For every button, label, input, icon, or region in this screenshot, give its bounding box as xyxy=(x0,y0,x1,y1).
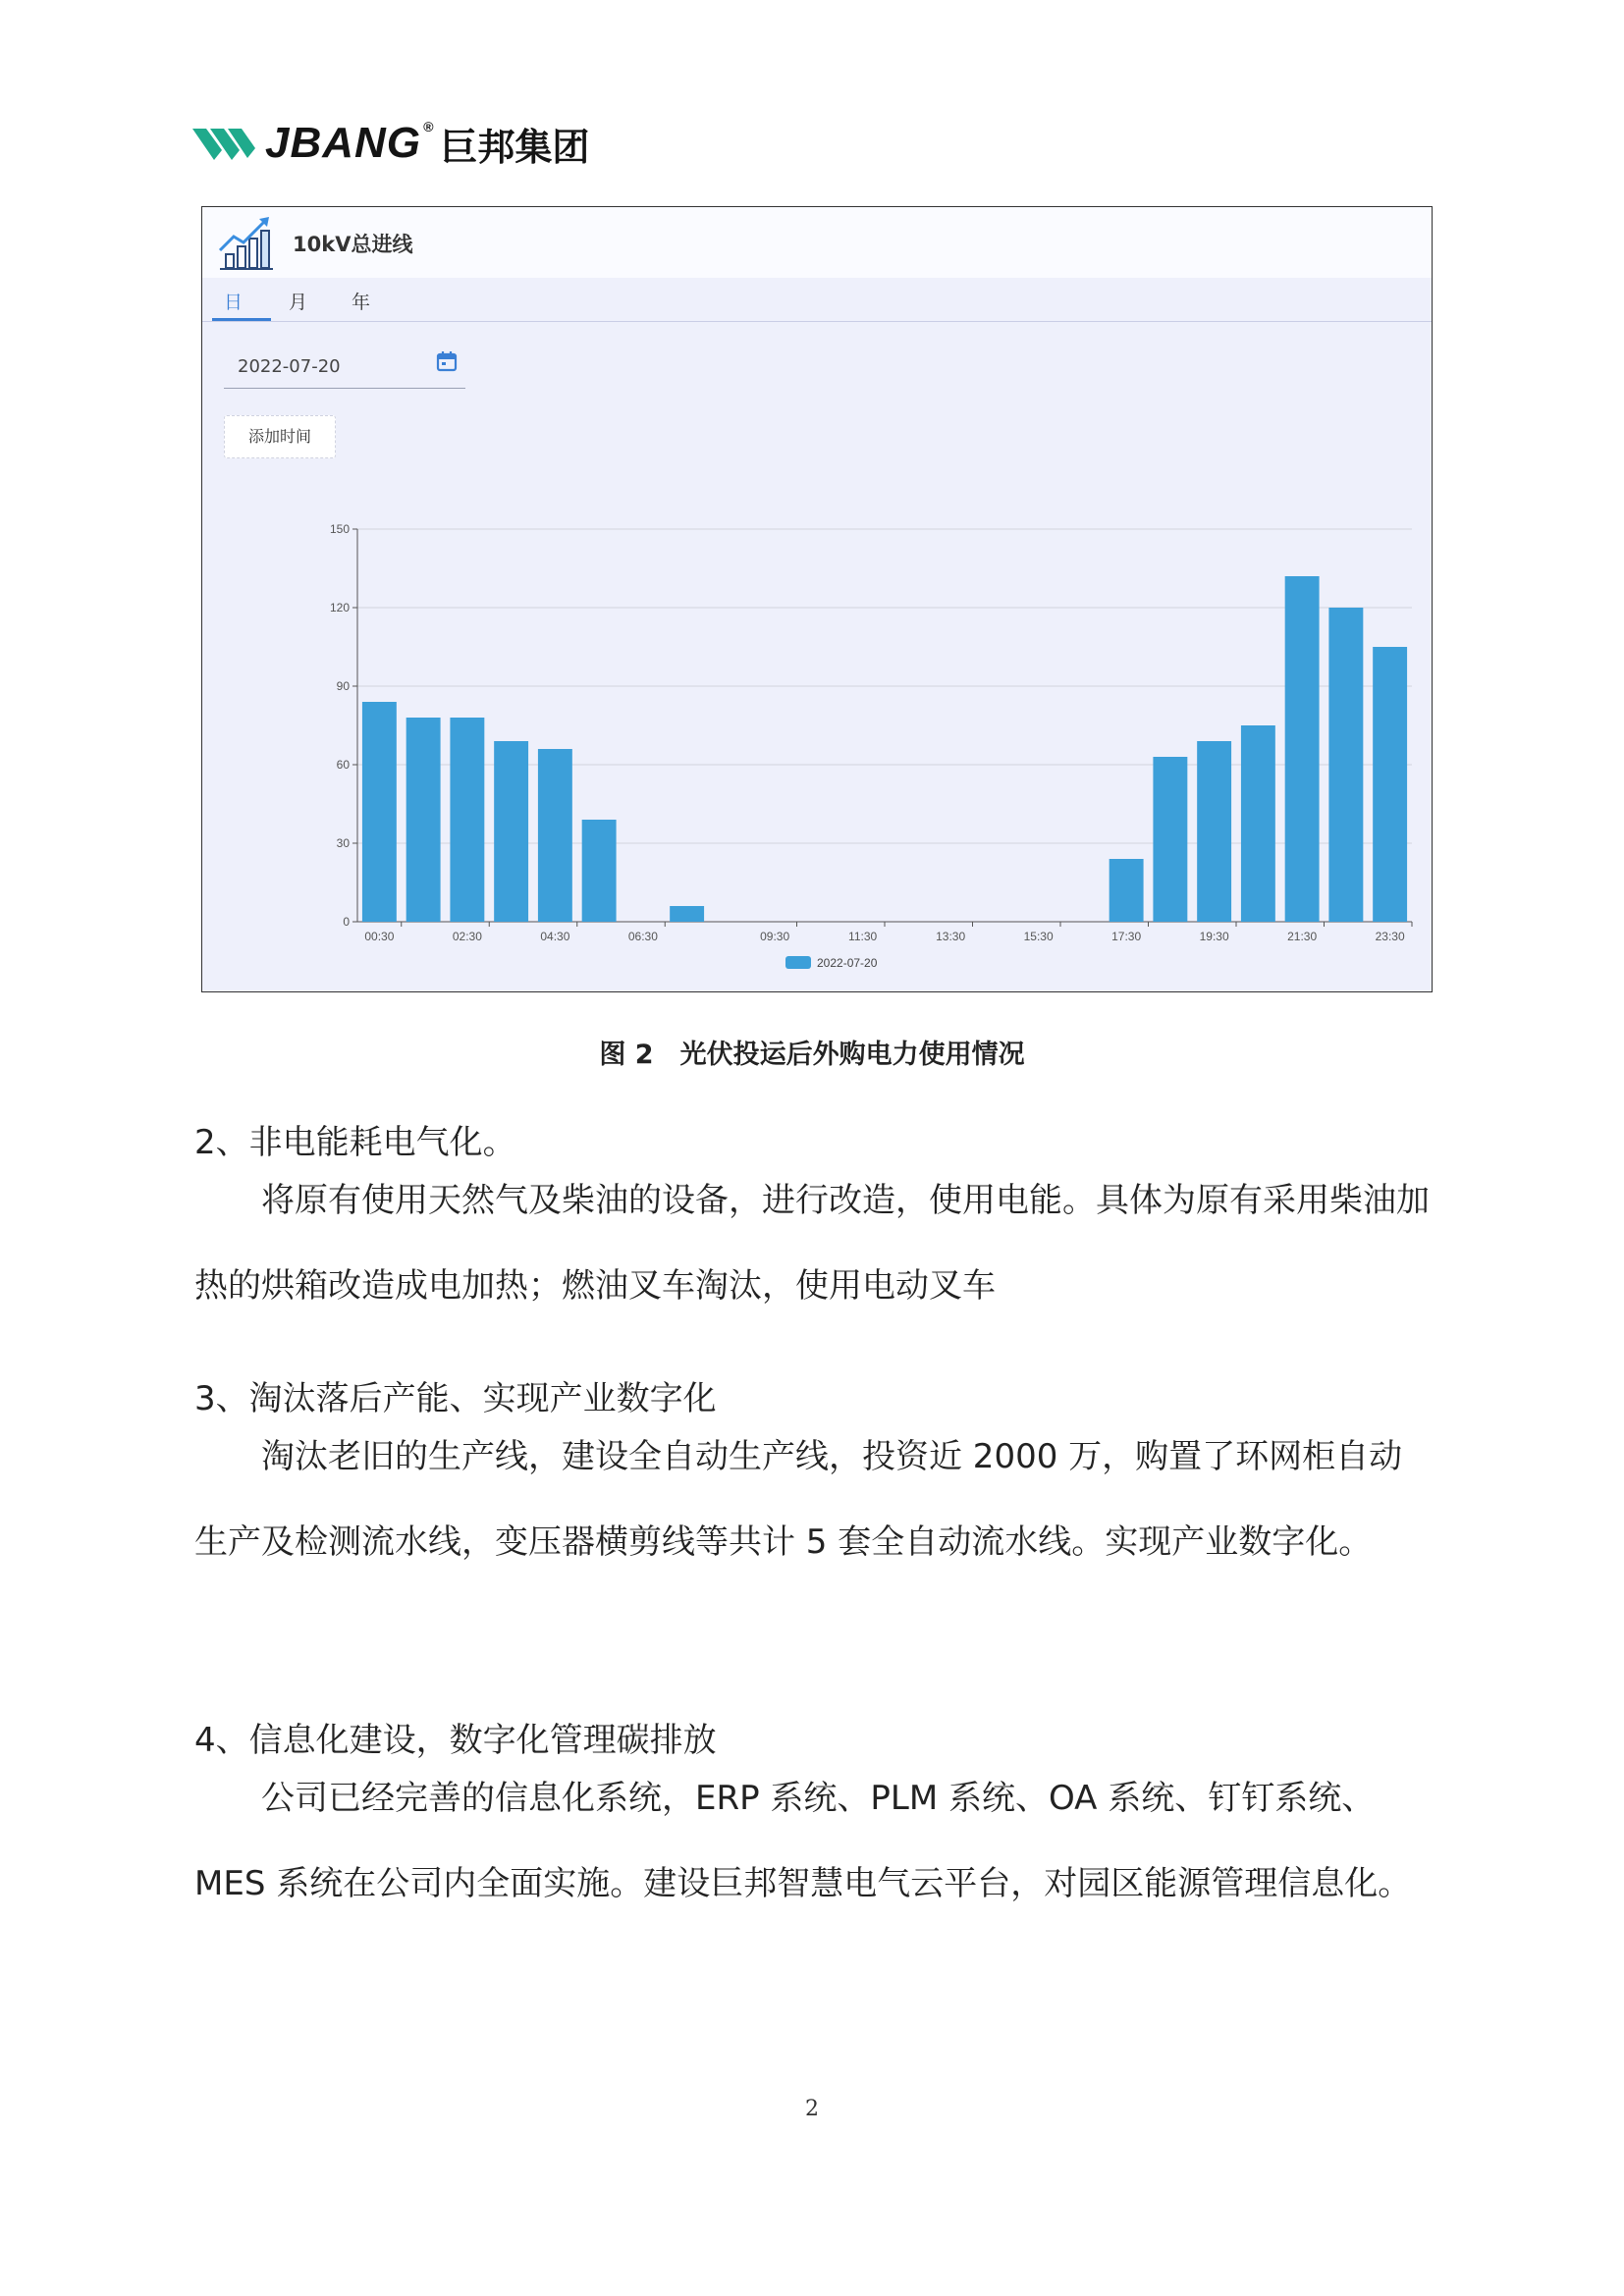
x-tick-label: 17:30 xyxy=(1111,930,1142,943)
y-tick-label: 90 xyxy=(336,679,350,693)
section-heading: 3、淘汰落后产能、实现产业数字化 xyxy=(194,1379,717,1418)
add-time-button[interactable]: 添加时间 xyxy=(224,415,336,458)
bar xyxy=(1197,741,1231,922)
x-tick-label: 02:30 xyxy=(452,930,482,943)
x-tick-label: 09:30 xyxy=(760,930,790,943)
logo-chinese-name: 巨邦集团 xyxy=(440,125,590,169)
power-bar-chart xyxy=(202,207,1434,993)
date-value: 2022-07-20 xyxy=(238,356,341,377)
jbang-logo-mark-icon xyxy=(192,121,257,166)
bar xyxy=(1328,608,1363,922)
x-tick-label: 15:30 xyxy=(1023,930,1054,943)
section-paragraph: 淘汰老旧的生产线，建设全自动生产线，投资近 2000 万，购置了环网柜自动生产及检测流水线，变压器横剪线等共计 5 套全自动流水线。实现产业数字化。 xyxy=(194,1437,1403,1562)
y-tick-label: 150 xyxy=(329,522,350,536)
x-tick-label: 19:30 xyxy=(1199,930,1229,943)
legend-swatch xyxy=(785,956,811,969)
y-tick-label: 30 xyxy=(336,836,350,850)
logo-wordmark: JBANG ® xyxy=(265,119,435,167)
legend-label: 2022-07-20 xyxy=(817,956,878,970)
bar xyxy=(362,702,397,922)
section-heading: 2、非电能耗电气化。 xyxy=(194,1123,516,1162)
tab-month[interactable]: 月 xyxy=(289,292,308,313)
x-tick-label: 06:30 xyxy=(627,930,658,943)
bar xyxy=(1110,859,1144,922)
section-paragraph: 公司已经完善的信息化系统，ERP 系统、PLM 系统、OA 系统、钉钉系统、MES 系统在公司内全面实施。建设巨邦智慧电气云平台，对园区能源管理信息化。 xyxy=(194,1779,1412,1903)
bar xyxy=(670,906,704,922)
energy-panel xyxy=(201,206,1433,992)
tab-year[interactable]: 年 xyxy=(352,292,371,313)
panel-title: 10kV总进线 xyxy=(293,233,413,256)
bar xyxy=(406,718,441,922)
x-tick-label: 13:30 xyxy=(936,930,966,943)
section-paragraph: 将原有使用天然气及柴油的设备，进行改造，使用电能。具体为原有采用柴油加热的烘箱改造成电加热；燃油叉车淘汰，使用电动叉车 xyxy=(194,1181,1430,1306)
y-tick-label: 0 xyxy=(343,915,350,929)
bar xyxy=(1153,757,1187,922)
bar xyxy=(582,820,617,922)
x-tick-label: 11:30 xyxy=(848,930,878,943)
x-tick-label: 04:30 xyxy=(540,930,570,943)
y-tick-label: 120 xyxy=(329,601,350,614)
x-tick-label: 00:30 xyxy=(364,930,395,943)
figure-caption: 图 2 光伏投运后外购电力使用情况 xyxy=(599,1040,1025,1070)
tab-day[interactable]: 日 xyxy=(224,292,244,313)
x-tick-label: 21:30 xyxy=(1287,930,1318,943)
bar xyxy=(1241,725,1275,922)
bar xyxy=(1373,647,1407,922)
company-logo xyxy=(192,114,589,173)
bar xyxy=(1285,576,1320,922)
y-tick-label: 60 xyxy=(336,758,350,772)
section-heading: 4、信息化建设，数字化管理碳排放 xyxy=(194,1721,717,1760)
x-tick-label: 23:30 xyxy=(1375,930,1405,943)
page-number: 2 xyxy=(805,2097,819,2121)
bar xyxy=(538,749,572,922)
bar xyxy=(494,741,528,922)
bar xyxy=(450,718,484,922)
